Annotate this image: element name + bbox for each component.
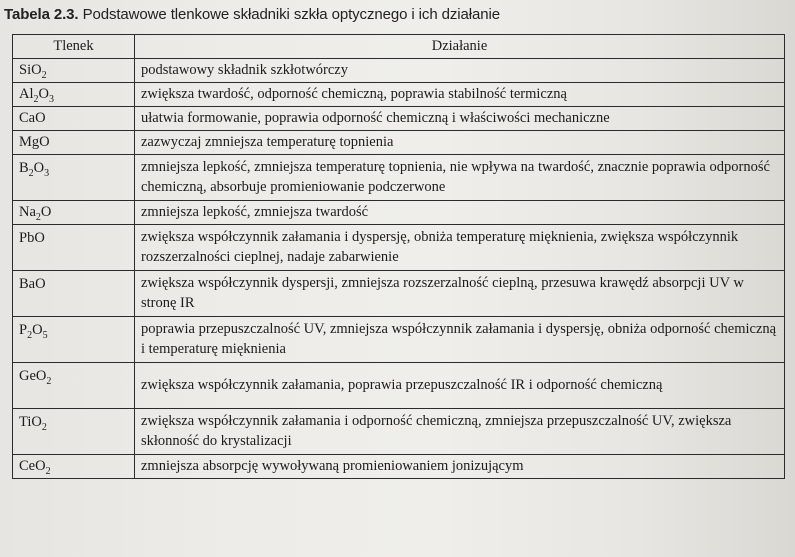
table-title: Podstawowe tlenkowe składniki szkła optycznego i ich działanie	[82, 6, 500, 23]
oxide-cell: $Al_2O_3$	[13, 83, 135, 107]
oxide-cell: CeO$_2$	[13, 455, 135, 479]
table-row	[13, 363, 785, 409]
table-caption	[4, 6, 500, 23]
effect-cell: zmniejsza lepkość, zmniejsza twardość	[135, 201, 785, 225]
table-number: Tabela 2.3.	[4, 6, 79, 23]
effect-cell: zwiększa współczynnik załamania i odporność chemiczną, zmniejsza przepuszczalność UV, zwiększa skłonność do krystalizacji	[135, 409, 785, 455]
table-row	[13, 409, 785, 455]
effect-cell: zwiększa współczynnik załamania, poprawia przepuszczalność IR i odporność chemiczną	[135, 363, 785, 409]
oxide-cell: CaO	[13, 107, 135, 131]
effect-cell: zmniejsza lepkość, zmniejsza temperaturę topnienia, nie wpływa na twardość, znacznie poprawia odporność chemiczną, absorbuje promieniowanie podczerwone	[135, 155, 785, 201]
table-header-row	[13, 35, 785, 59]
table-row	[13, 271, 785, 317]
oxide-cell: $B_2O_3$	[13, 155, 135, 201]
table-row	[13, 83, 785, 107]
header-effect: Działanie	[135, 35, 785, 59]
effect-cell: ułatwia formowanie, poprawia odporność chemiczną i właściwości mechaniczne	[135, 107, 785, 131]
oxide-cell: SiO$_2$	[13, 59, 135, 83]
effect-cell: zmniejsza absorpcję wywoływaną promieniowaniem jonizującym	[135, 455, 785, 479]
effect-cell: poprawia przepuszczalność UV, zmniejsza współczynnik załamania i dyspersję, obniża odporność chemiczną i temperaturę mięknienia	[135, 317, 785, 363]
table-row	[13, 455, 785, 479]
oxide-table-container	[12, 34, 784, 479]
oxide-cell: PbO	[13, 225, 135, 271]
oxide-cell: BaO	[13, 271, 135, 317]
table-row	[13, 225, 785, 271]
oxide-cell: $P_2O_5$	[13, 317, 135, 363]
table-row	[13, 201, 785, 225]
effect-cell: podstawowy składnik szkłotwórczy	[135, 59, 785, 83]
oxide-cell: GeO$_2$	[13, 363, 135, 409]
table-row	[13, 59, 785, 83]
oxide-cell: MgO	[13, 131, 135, 155]
header-oxide: Tlenek	[13, 35, 135, 59]
oxide-cell: TiO$_2$	[13, 409, 135, 455]
oxide-cell: $Na_2O$	[13, 201, 135, 225]
effect-cell: zwiększa współczynnik dyspersji, zmniejsza rozszerzalność cieplną, przesuwa krawędź absorpcji UV w stronę IR	[135, 271, 785, 317]
effect-cell: zazwyczaj zmniejsza temperaturę topnienia	[135, 131, 785, 155]
effect-cell: zwiększa współczynnik załamania i dyspersję, obniża temperaturę mięknienia, zwiększa współczynnik rozszerzalności cieplnej, nadaje zabarwienie	[135, 225, 785, 271]
table-row	[13, 317, 785, 363]
oxide-table	[12, 34, 785, 479]
table-row	[13, 131, 785, 155]
table-row	[13, 107, 785, 131]
effect-cell: zwiększa twardość, odporność chemiczną, poprawia stabilność termiczną	[135, 83, 785, 107]
table-row	[13, 155, 785, 201]
